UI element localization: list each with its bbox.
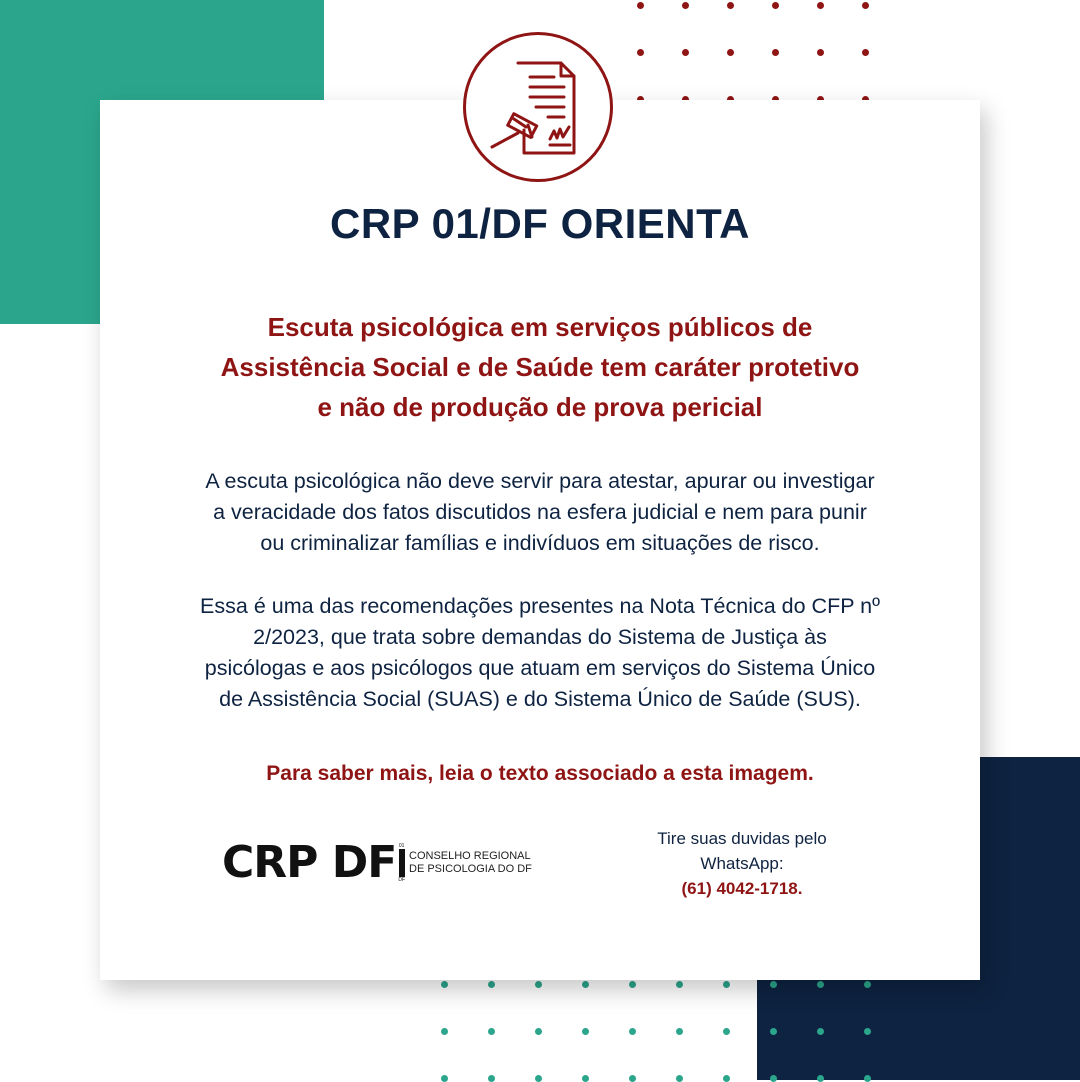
logo-text-line: DE PSICOLOGIA DO DF	[409, 863, 532, 875]
logo-superscript: 01	[398, 843, 405, 849]
body-line: ou criminalizar famílias e indivíduos em situações de risco.	[260, 531, 820, 555]
body-line: a veracidade dos fatos discutidos na esfera judicial e nem para punir	[213, 500, 867, 524]
legal-document-gavel-icon	[466, 35, 610, 179]
whatsapp-phone[interactable]: (61) 4042-1718.	[681, 879, 803, 898]
call-to-action: Para saber mais, leia o texto associado a esta imagem.	[266, 762, 814, 785]
logo-bar	[399, 849, 405, 877]
body-paragraph-2	[130, 591, 950, 715]
whatsapp-contact	[610, 826, 874, 901]
subtitle-line: Escuta psicológica em serviços públicos de	[267, 312, 813, 342]
body-line: psicólogas e aos psicólogos que atuam em serviços do Sistema Único	[204, 656, 876, 680]
red-dot-pattern	[637, 2, 869, 103]
body-line: Essa é uma das recomendações presentes na Nota Técnica do CFP nº	[200, 594, 880, 618]
subtitle-line: e não de produção de prova pericial	[317, 392, 763, 422]
legal-document-badge	[463, 32, 613, 182]
teal-dot-pattern	[441, 981, 871, 1082]
body-line: 2/2023, que trata sobre demandas do Sistema de Justiça às	[253, 625, 827, 649]
logo-text	[409, 850, 532, 876]
body-line: de Assistência Social (SUAS) e do Sistema Único de Saúde (SUS).	[219, 687, 861, 711]
whatsapp-line: Tire suas duvidas pelo	[657, 829, 827, 848]
subtitle	[150, 307, 930, 427]
logo-subscript: DF	[398, 877, 405, 883]
body-line: A escuta psicológica não deve servir para atestar, apurar ou investigar	[205, 469, 875, 493]
logo-mark: CRP DF	[222, 837, 397, 888]
subtitle-line: Assistência Social e de Saúde tem caráter protetivo	[220, 352, 860, 382]
logo-text-line: CONSELHO REGIONAL	[409, 850, 531, 862]
body-paragraph-1	[130, 466, 950, 559]
crp-df-logo	[222, 838, 532, 888]
page-title: CRP 01/DF ORIENTA	[329, 200, 750, 247]
whatsapp-line: WhatsApp:	[700, 854, 784, 873]
logo-separator	[398, 843, 405, 883]
